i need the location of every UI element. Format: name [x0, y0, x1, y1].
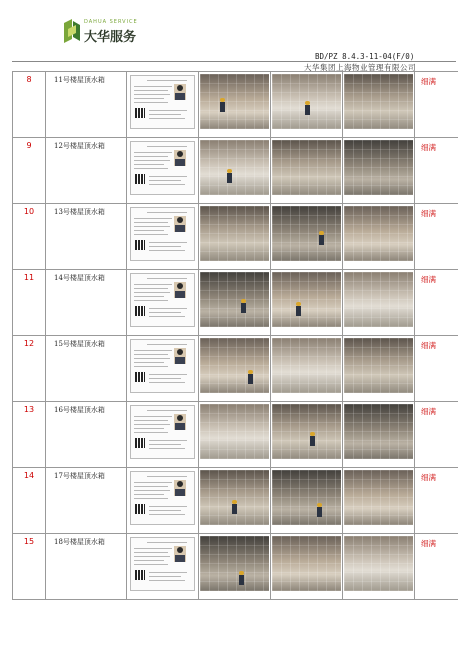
tank-photo: [344, 140, 413, 195]
worker-figure: [305, 105, 310, 115]
result-mark: 细满: [415, 534, 458, 600]
document-number: BD/PZ 8.4.3-11-04(F/0): [315, 52, 415, 61]
logo-chinese: 大华服务: [84, 30, 137, 45]
tank-photo: [344, 272, 413, 327]
tank-photo: [200, 272, 269, 327]
qr-code-icon: [135, 240, 145, 250]
tank-name: 14号楼屋顶水箱: [46, 270, 127, 336]
person-photo-icon: [174, 348, 186, 364]
company-name: 大华集团上海物业管理有限公司: [304, 63, 416, 72]
table-row: [13, 138, 458, 204]
tank-photo: [272, 140, 341, 195]
qr-code-icon: [135, 504, 145, 514]
tank-photo: [200, 74, 269, 129]
tank-photo: [344, 404, 413, 459]
tank-name: 17号楼屋顶水箱: [46, 468, 127, 534]
worker-figure: [296, 306, 301, 316]
worker-figure: [248, 374, 253, 384]
row-number: 9: [13, 138, 46, 204]
qr-code-icon: [135, 108, 145, 118]
tank-photo: [200, 536, 269, 591]
table-row: [13, 72, 458, 138]
tank-name: 12号楼屋顶水箱: [46, 138, 127, 204]
person-photo-icon: [174, 216, 186, 232]
tank-photo: [272, 338, 341, 393]
table-row: [13, 204, 458, 270]
worker-figure: [310, 436, 315, 446]
health-certificate-image: [130, 273, 195, 327]
person-photo-icon: [174, 480, 186, 496]
worker-figure: [232, 504, 237, 514]
tank-photo: [344, 338, 413, 393]
qr-code-icon: [135, 570, 145, 580]
person-photo-icon: [174, 414, 186, 430]
tank-photo: [272, 470, 341, 525]
tank-photo: [200, 206, 269, 261]
row-number: 8: [13, 72, 46, 138]
person-photo-icon: [174, 546, 186, 562]
health-certificate-image: [130, 339, 195, 393]
tank-name: 15号楼屋顶水箱: [46, 336, 127, 402]
worker-figure: [241, 303, 246, 313]
health-certificate-image: [130, 207, 195, 261]
table-row: [13, 402, 458, 468]
health-certificate-image: [130, 405, 195, 459]
tank-name: 11号楼屋顶水箱: [46, 72, 127, 138]
tank-photo: [344, 470, 413, 525]
result-mark: 细满: [415, 468, 458, 534]
person-photo-icon: [174, 150, 186, 166]
result-mark: 细满: [415, 204, 458, 270]
row-number: 15: [13, 534, 46, 600]
person-photo-icon: [174, 84, 186, 100]
row-number: 11: [13, 270, 46, 336]
table-row: [13, 534, 458, 600]
tank-photo: [200, 338, 269, 393]
health-certificate-image: [130, 75, 195, 129]
tank-photo: [344, 536, 413, 591]
worker-figure: [227, 173, 232, 183]
tank-name: 18号楼屋顶水箱: [46, 534, 127, 600]
company-logo: [62, 17, 142, 47]
tank-photo: [344, 74, 413, 129]
table-row: [13, 468, 458, 534]
tank-photo: [200, 404, 269, 459]
tank-name: 16号楼屋顶水箱: [46, 402, 127, 468]
tank-photo: [272, 74, 341, 129]
row-number: 10: [13, 204, 46, 270]
result-mark: 细满: [415, 402, 458, 468]
result-mark: 细满: [415, 336, 458, 402]
tank-photo: [272, 206, 341, 261]
health-certificate-image: [130, 471, 195, 525]
tank-name: 13号楼屋顶水箱: [46, 204, 127, 270]
health-certificate-image: [130, 537, 195, 591]
table-row: [13, 336, 458, 402]
result-mark: 细满: [415, 270, 458, 336]
row-number: 12: [13, 336, 46, 402]
row-number: 13: [13, 402, 46, 468]
tank-photo: [200, 140, 269, 195]
tank-photo: [272, 404, 341, 459]
tank-photo: [272, 536, 341, 591]
table-row: [13, 270, 458, 336]
tank-photo: [272, 272, 341, 327]
worker-figure: [220, 102, 225, 112]
result-mark: 细满: [415, 72, 458, 138]
worker-figure: [239, 575, 244, 585]
qr-code-icon: [135, 306, 145, 316]
row-number: 14: [13, 468, 46, 534]
worker-figure: [317, 507, 322, 517]
person-photo-icon: [174, 282, 186, 298]
leaf-logo-icon: [62, 19, 82, 43]
tank-photo: [344, 206, 413, 261]
logo-english: DAHUA SERVICE: [84, 19, 138, 25]
qr-code-icon: [135, 372, 145, 382]
inspection-table: [12, 71, 458, 600]
health-certificate-image: [130, 141, 195, 195]
tank-photo: [200, 470, 269, 525]
worker-figure: [319, 235, 324, 245]
qr-code-icon: [135, 174, 145, 184]
result-mark: 细满: [415, 138, 458, 204]
qr-code-icon: [135, 438, 145, 448]
